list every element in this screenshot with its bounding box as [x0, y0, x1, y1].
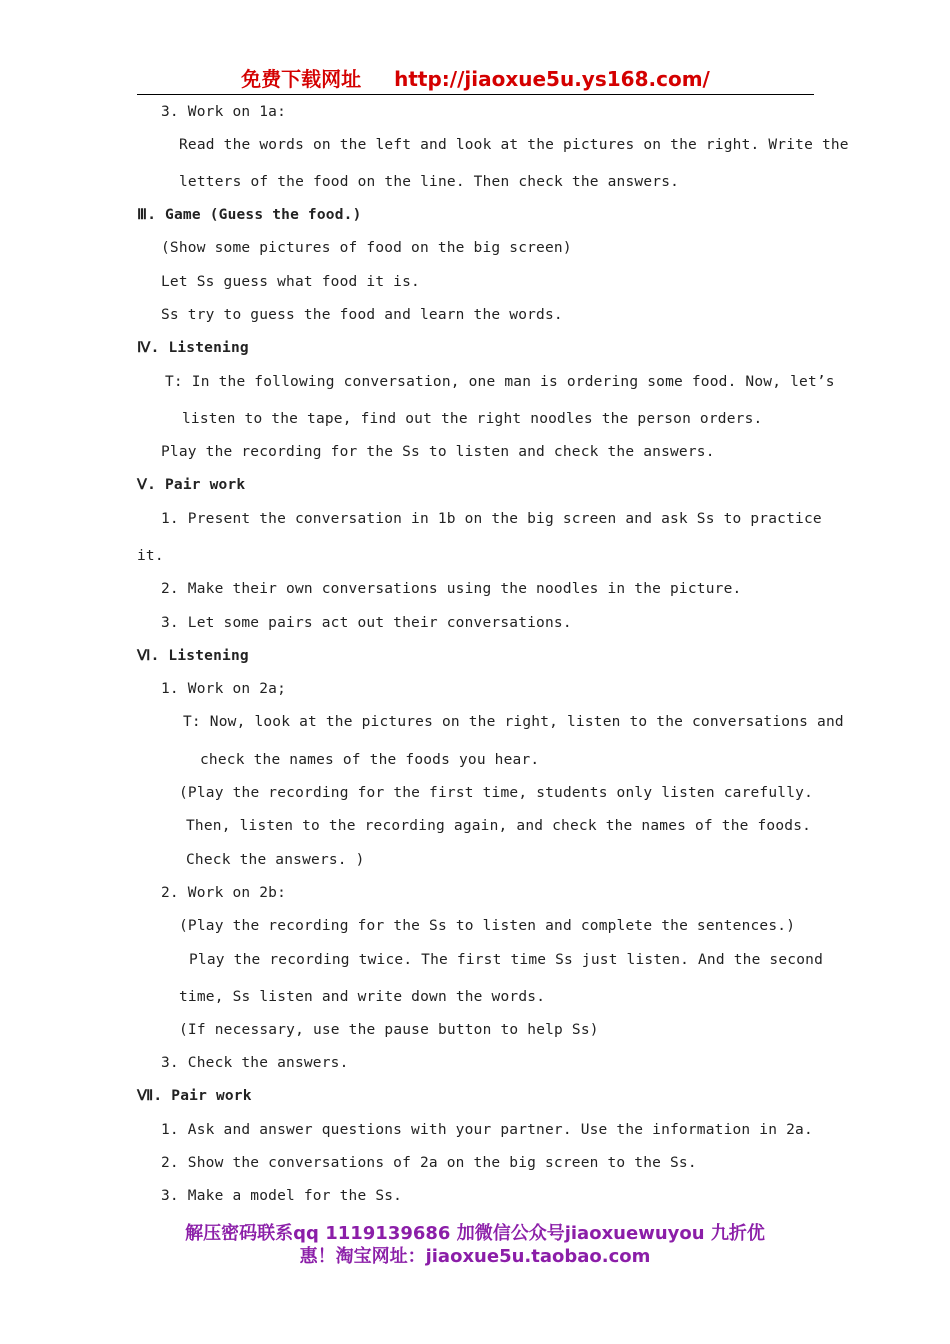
- body-line: Check the answers. ): [186, 852, 365, 868]
- body-line: time, Ss listen and write down the words.: [179, 989, 546, 1005]
- page-header: [137, 64, 814, 95]
- section-heading: Ⅵ. Listening: [137, 648, 249, 664]
- body-line: T: Now, look at the pictures on the right, listen to the conversations and: [183, 714, 844, 730]
- body-line: Then, listen to the recording again, and check the names of the foods.: [186, 818, 812, 834]
- body-line: (If necessary, use the pause button to help Ss): [179, 1022, 599, 1038]
- body-line: 3. Work on 1a:: [161, 104, 287, 120]
- body-line: (Show some pictures of food on the big screen): [161, 240, 572, 256]
- body-line: 1. Ask and answer questions with your partner. Use the information in 2a.: [161, 1122, 813, 1138]
- body-line: (Play the recording for the Ss to listen and complete the sentences.): [179, 918, 796, 934]
- body-line: 2. Work on 2b:: [161, 885, 287, 901]
- body-line: Ss try to guess the food and learn the words.: [161, 307, 563, 323]
- footer-line-1: 解压密码联系qq 1119139686 加微信公众号jiaoxuewuyou 九折优: [185, 1223, 765, 1244]
- section-heading: Ⅲ. Game (Guess the food.): [137, 207, 362, 223]
- body-line: 3. Check the answers.: [161, 1055, 349, 1071]
- body-line: 2. Make their own conversations using the noodles in the picture.: [161, 581, 742, 597]
- body-line: 1. Work on 2a;: [161, 681, 287, 697]
- header-url[interactable]: http://jiaoxue5u.ys168.com/: [394, 67, 710, 91]
- header-title: 免费下载网址: [241, 67, 362, 91]
- body-line: Play the recording for the Ss to listen and check the answers.: [161, 444, 715, 460]
- body-line: 1. Present the conversation in 1b on the big screen and ask Ss to practice: [161, 511, 822, 527]
- body-line: listen to the tape, find out the right noodles the person orders.: [182, 411, 763, 427]
- section-heading: Ⅳ. Listening: [137, 340, 249, 356]
- body-line: 3. Let some pairs act out their conversations.: [161, 615, 572, 631]
- body-line: (Play the recording for the first time, students only listen carefully.: [179, 785, 814, 801]
- body-line: letters of the food on the line. Then check the answers.: [179, 174, 680, 190]
- body-line: Play the recording twice. The first time Ss just listen. And the second: [189, 952, 824, 968]
- body-line: Let Ss guess what food it is.: [161, 274, 420, 290]
- body-line: Read the words on the left and look at the pictures on the right. Write the: [179, 137, 849, 153]
- body-line: 2. Show the conversations of 2a on the big screen to the Ss.: [161, 1155, 697, 1171]
- body-line: 3. Make a model for the Ss.: [161, 1188, 403, 1204]
- section-heading: Ⅶ. Pair work: [137, 1088, 252, 1104]
- footer-line-2: 惠！淘宝网址：jiaoxue5u.taobao.com: [299, 1246, 651, 1267]
- body-line: check the names of the foods you hear.: [200, 752, 540, 768]
- body-line: T: In the following conversation, one man is ordering some food. Now, let’s: [165, 374, 835, 390]
- body-line: it.: [137, 548, 164, 564]
- section-heading: Ⅴ. Pair work: [137, 477, 246, 493]
